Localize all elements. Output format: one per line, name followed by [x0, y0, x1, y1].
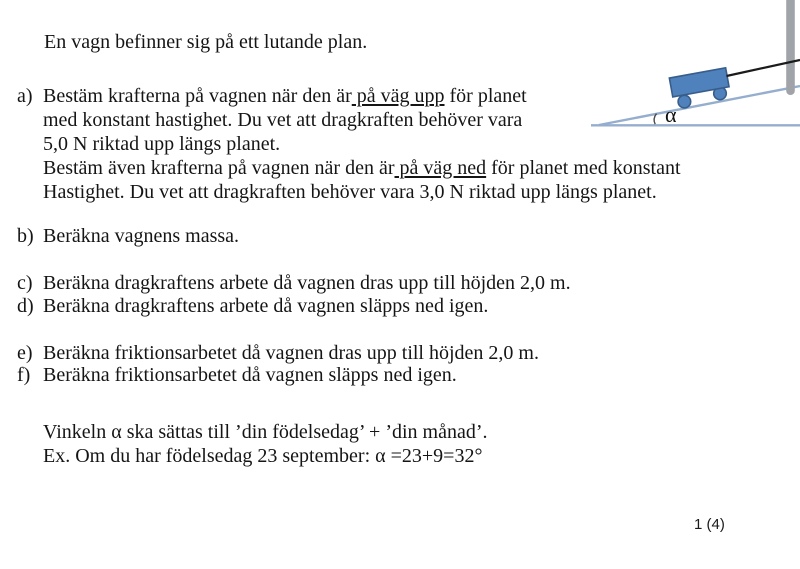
task-text-b — [43, 224, 239, 248]
task-a-line: Bestäm krafterna på vagnen när den är på väg upp för planet — [43, 85, 527, 107]
cart-wheel-left-icon — [678, 95, 691, 108]
task-item-f — [17, 363, 457, 387]
task-text-c — [43, 271, 571, 295]
task-label-b: b) — [17, 225, 34, 247]
task-e-line: Beräkna friktionsarbetet då vagnen dras upp till höjden 2,0 m. — [43, 342, 539, 364]
task-item-c — [17, 271, 571, 295]
task-a-line: 5,0 N riktad upp längs planet. — [43, 133, 281, 155]
task-f-line: Beräkna friktionsarbetet då vagnen släpps ned igen. — [43, 364, 457, 386]
task-a-line: Bestäm även krafterna på vagnen när den är på väg ned för planet med konstant — [43, 157, 681, 179]
footer-line-2: Ex. Om du har födelsedag 23 september: α =23+9=32° — [43, 444, 483, 467]
task-label-e: e) — [17, 342, 33, 364]
task-label-f: f) — [17, 364, 31, 386]
task-a-line: med konstant hastighet. Du vet att dragkraften behöver vara — [43, 109, 523, 131]
task-text-e — [43, 341, 539, 365]
task-c-line: Beräkna dragkraftens arbete då vagnen dras upp till höjden 2,0 m. — [43, 272, 571, 294]
angle-label: α — [665, 102, 677, 127]
task-text-f — [43, 363, 457, 387]
footer-line-1: Vinkeln α ska sättas till ’din födelsedag’ + ’din månad’. — [43, 421, 488, 443]
inclined-plane-diagram — [580, 0, 800, 132]
task-d-line: Beräkna dragkraftens arbete då vagnen släpps ned igen. — [43, 295, 489, 317]
task-item-b — [17, 224, 239, 248]
task-label-a: a) — [17, 85, 33, 107]
task-label-c: c) — [17, 272, 33, 294]
footer-note — [43, 421, 488, 468]
task-item-d — [17, 294, 488, 318]
task-label-d: d) — [17, 295, 34, 317]
page-number: 1 (4) — [694, 516, 725, 533]
pole-icon — [786, 0, 795, 95]
task-a-line: Hastighet. Du vet att dragkraften behöver vara 3,0 N riktad upp längs planet. — [43, 181, 657, 203]
task-b-line: Beräkna vagnens massa. — [43, 225, 240, 247]
task-text-d — [43, 294, 488, 318]
task-item-e — [17, 341, 539, 365]
intro-text: En vagn befinner sig på ett lutande plan. — [44, 31, 368, 53]
